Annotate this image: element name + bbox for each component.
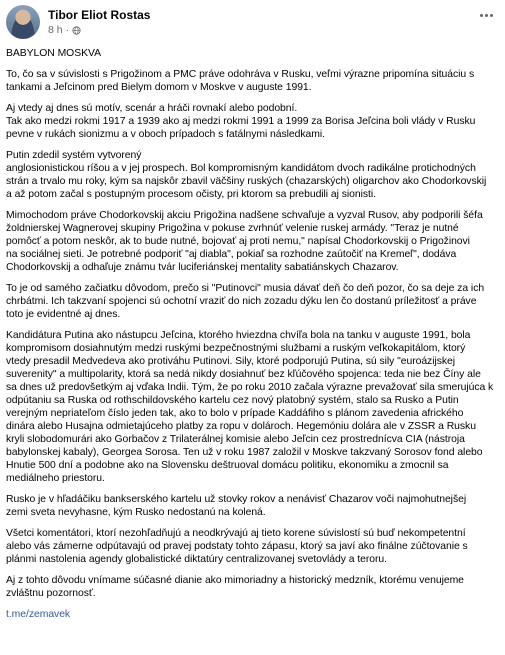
post-body xyxy=(6,47,495,621)
post-paragraph-title: BABYLON MOSKVA xyxy=(6,48,101,59)
post-paragraph: Aj vtedy aj dnes sú motív, scenár a hráči rovnakí alebo podobní. Tak ako medzi rokmi 1917 a 1939 ako aj medzi rokmi 1991 a 1999 za Borisa Jeľcina boli vlády v Rusku pevne v rukách sionizmu a v oboch prípadoch s fatálnymi následkami. xyxy=(6,103,476,140)
post-paragraph: Aj z tohto dôvodu vnímame súčasné dianie ako mimoriadny a historický medzník, ktorému venujeme zvláštnu pozornosť. xyxy=(6,575,464,599)
post-paragraph: Putin zdedil systém vytvorený anglosionistickou ríšou a v jej prospech. Bol kompromisným kandidátom dvoch radikálne protichodných strán a trvalo mu roky, kým sa najskôr zbavil väčšiny ruských (chazarských) oligarchov ako Chodorkovskij a až potom začal s postupným procesom očisty, pri ktorom sa prebudili aj sionisti. xyxy=(6,150,487,200)
globe-icon[interactable] xyxy=(72,26,81,35)
avatar[interactable] xyxy=(6,5,40,39)
post-paragraph: To je od samého začiatku dôvodom, prečo si "Putinovci" musia dávať deň čo deň pozor, čo sa deje za ich chrbátmi. Ich takzvaní spojenci sú ochotní vraziť do nich zozadu dýku len čo dostanú príležitosť a práve toto je evidentné aj dnes. xyxy=(6,283,485,320)
post-header xyxy=(6,5,497,41)
post-time[interactable]: 8 h xyxy=(48,24,63,36)
telegram-link[interactable]: t.me/zemavek xyxy=(6,609,71,620)
post-paragraph: Kandidátura Putina ako nástupcu Jeľcina, ktorého hviezdna chvíľa bola na tanku v auguste 1991, bola kompromisom dosiahnutým medzi ruskými bezpečnostnými službami a ruským veľkokapitálom, ktorý vtedy presadil Medvedeva ako protiváhu Putinovi. Sily, ktoré podporujú Putina, sú sily "euroázijskej suverenity" a multipolarity, ktorá sa nedá nikdy dosiahnuť bez kľúčového spojenca: teda nie bez Číny ale sa dnes už predovšetkým aj vďaka Indii. Tým, že po roku 2010 začala výrazne prevažovať sila smerujúca k odpútaniu sa Ruska od rothschildovského kartelu cez nový platobný systém, stalo sa Rusko a Putin verejným nepriateľom číslo jeden tak, ako to bolo v prípade Kaddáfiho s plánom zavedenia afrického dinára alebo Husajna odmietajúceho platby za ropu v dolároch. Hegemóniu dolára ale v ZSSR a Rusku kryli slobodomurári ako Gorbačov z Trilaterálnej komisie alebo Jeľcin cez prostrednícva CIA (nástroja babylonskej kabaly), Georgea Sorosa. Ten už v roku 1987 založil v Moskve takzvaný Sorosov fond alebo Hnutie 500 dní a podobne ako na Slovensku deštruoval domácu politiku, ekonomiku a zmocnil sa mediálneho priestoru. xyxy=(6,330,494,484)
author-name[interactable]: Tibor Eliot Rostas xyxy=(48,8,151,22)
post-paragraph: Mimochodom práve Chodorkovskij akciu Prigožina nadšene schvaľuje a vyzval Rusov, aby podporili šéfa žoldnierskej Wagnerovej skupiny Prigožina v pokuse zvrhnúť velenie ruskej armády. "Teraz je nutné pomôcť a potom neskôr, ak to bude nutné, bojovať aj proti nemu," napísal Chodorkovskij o Prigožinovi na sociálnej sieti. Je potrebné podporiť "aj diabla", pokiaľ sa rozhodne zaútočiť na Kremeľ", dodáva Chodorkovskij a odhaľuje známu tvár luciferiánskej mentality sabatiánskych Chazarov. xyxy=(6,210,483,273)
meta-separator: · xyxy=(65,24,70,36)
post-paragraph: Rusko je v hľadáčiku bankserského kartelu už stovky rokov a nenávisť Chazarov voči najmohutnejšej zemi sveta nevyhasne, kým Rusko nedostanú na kolená. xyxy=(6,494,467,518)
post-paragraph: To, čo sa v súvislosti s Prigožinom a PMC práve odohráva v Rusku, veľmi výrazne pripomína situáciu s tankami a Jeľcinom pred Bielym domom v Moskve v auguste 1991. xyxy=(6,69,475,93)
more-options-icon[interactable] xyxy=(477,8,495,22)
post-meta xyxy=(48,24,81,36)
post-paragraph: Všetci komentátori, ktorí nezohľadňujú a neodkrývajú aj tieto korene súvislostí sú buď nekompetentní alebo vás zámerne odpútavajú od pravej podstaty tohto zápasu, ktorý sa javí ako finálne zúčtovanie s plánmi nastolenia agendy globalistické diktatúry centralizovanej svetovlády a teroru. xyxy=(6,528,468,565)
